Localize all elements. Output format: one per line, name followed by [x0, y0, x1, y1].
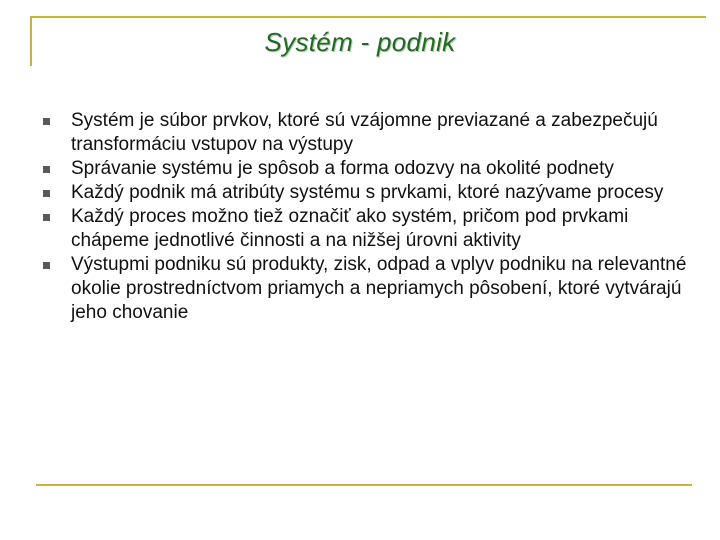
- bullet-list: [42, 109, 692, 325]
- list-item: [42, 181, 692, 205]
- bullet-text: Správanie systému je spôsob a forma odozvy na okolité podnety: [71, 158, 614, 179]
- bullet-text: Každý proces možno tiež označiť ako systém, pričom pod prvkami chápeme jednotlivé činnosti a na nižšej úrovni aktivity: [71, 206, 629, 251]
- bullet-text: Každý podnik má atribúty systému s prvkami, ktoré nazývame procesy: [71, 182, 664, 203]
- frame-bottom-line: [36, 484, 692, 486]
- list-item: [42, 109, 692, 157]
- list-item: [42, 253, 692, 325]
- list-item: [42, 205, 692, 253]
- bullet-text: Výstupmi podniku sú produkty, zisk, odpad a vplyv podniku na relevantné okolie prostredníctvom priamych a nepriamych pôsobení, ktoré vytvárajú jeho chovanie: [71, 254, 687, 323]
- square-bullet-icon: [43, 214, 50, 221]
- slide-title: Systém - podnik: [264, 27, 456, 57]
- square-bullet-icon: [43, 166, 50, 173]
- list-item: [42, 157, 692, 181]
- square-bullet-icon: [43, 190, 50, 197]
- square-bullet-icon: [43, 118, 50, 125]
- frame-top-line: [30, 16, 706, 18]
- square-bullet-icon: [43, 262, 50, 269]
- bullet-text: Systém je súbor prvkov, ktoré sú vzájomne previazané a zabezpečujú transformáciu vstupov na výstupy: [71, 110, 658, 155]
